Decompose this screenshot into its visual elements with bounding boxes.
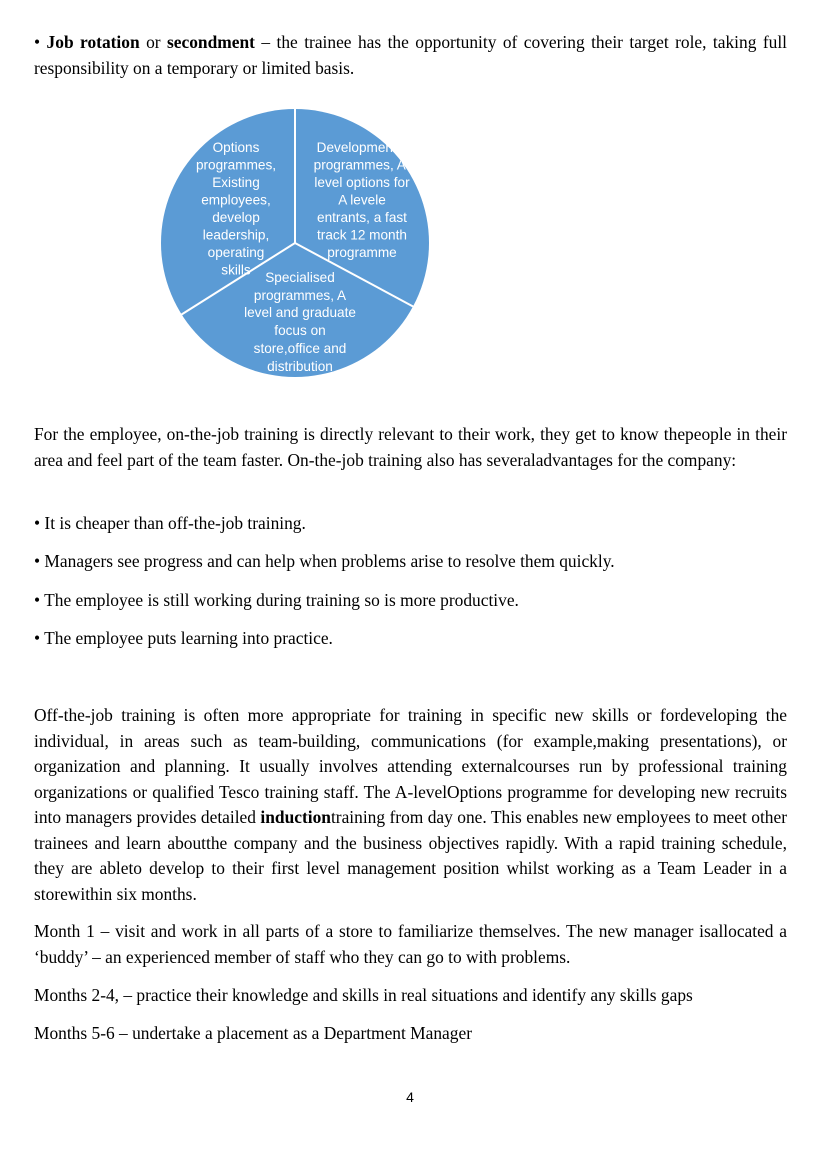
off-job-paragraph (34, 703, 787, 907)
pie-label-line: skills (221, 262, 251, 278)
pie-label-line: programme (327, 245, 397, 260)
pie-label-line: employees, (201, 192, 271, 208)
pie-label-line: Specialised (265, 270, 335, 285)
on-job-bullet: • The employee puts learning into practice. (34, 628, 333, 648)
pie-label-line: leadership, (202, 227, 270, 243)
pie-label-line: level options for (314, 175, 410, 190)
pie-label-line: distribution (267, 359, 333, 374)
pie-label-line: Developmental (316, 140, 408, 155)
pie-label-line: programmes, A- (313, 157, 411, 173)
pie-label-line: entrants, a fast (317, 210, 407, 225)
pie-label-line: programmes, A (253, 288, 347, 303)
bullet-mark: • (34, 32, 41, 52)
pie-label-line: operating (207, 245, 265, 260)
on-job-bullet: • It is cheaper than off-the-job training. (34, 513, 306, 533)
pie-label-line: A levele (338, 192, 386, 208)
off-job-text-1: Off-the-job training is often more appropriate for training in specific new skills or fordeveloping the individual, in areas such as team-building, communications (for example,making presentations), or organization and planning. It usually involves attending externalcourses run by professional training organizations or qualified Tesco training staff. The A-levelOptions programme for developing new recruits into managers provides detailed (34, 705, 787, 827)
term-job-rotation: Job rotation (46, 32, 140, 52)
intro-bullet-text: – the trainee has the opportunity of covering their target role, taking full responsibility on a temporary or limited basis. (34, 32, 787, 78)
pie-label-line: Options (212, 140, 260, 155)
months-5-6-item: Months 5-6 – undertake a placement as a Department Manager (34, 1023, 472, 1043)
on-job-paragraph: For the employee, on-the-job training is directly relevant to their work, they get to know thepeople in their area and feel part of the team faster. On-the-job training also has severaladvantages for the company: (34, 424, 787, 470)
term-secondment: secondment (167, 32, 255, 52)
term-conjunction: or (139, 32, 168, 52)
training-pie-chart (0, 0, 820, 400)
pie-label-line: track 12 month (317, 227, 407, 243)
months-2-4-item: Months 2-4, – practice their knowledge and skills in real situations and identify any skills gaps (34, 985, 693, 1005)
month-1-item: Month 1 – visit and work in all parts of a store to familiarize themselves. The new manager isallocated a ‘buddy’ – an experienced member of staff who they can go to with problems. (34, 921, 787, 967)
induction-term: induction (260, 807, 331, 827)
pie-label-line: focus on (274, 323, 326, 338)
on-job-bullet: • Managers see progress and can help when problems arise to resolve them quickly. (34, 551, 615, 571)
on-job-bullet: • The employee is still working during training so is more productive. (34, 590, 519, 610)
page-number: 4 (406, 1089, 414, 1105)
pie-label-line: develop (212, 210, 260, 225)
pie-label-line: programmes, (195, 157, 277, 173)
pie-label-line: level and graduate (244, 305, 356, 320)
pie-label-line: Existing (212, 175, 260, 190)
pie-label-line: store,office and (253, 341, 347, 356)
off-job-text-2: training from day one. This enables new employees to meet other trainees and learn aboutthe company and the business objectives rapidly. With a rapid training schedule, they are ableto develop to their first level management position whilst working as a Team Leader in a storewithin six months. (34, 807, 787, 904)
